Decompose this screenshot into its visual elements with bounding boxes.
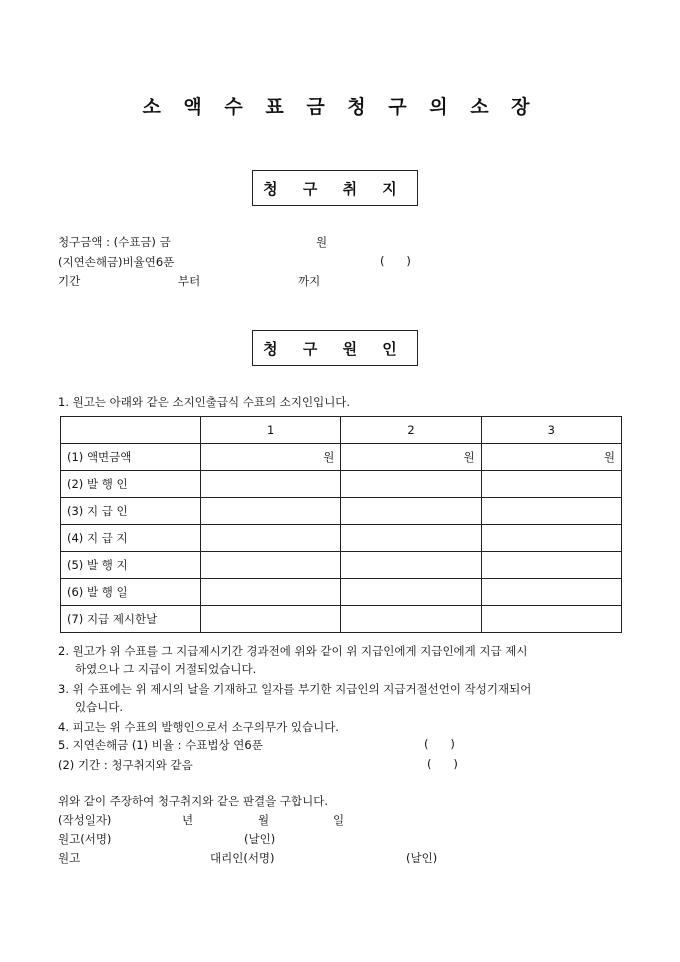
row-label: (7) 지급 제시한날	[61, 606, 201, 633]
period-label: 기간	[58, 274, 81, 288]
cause-item-3	[58, 680, 624, 716]
row-label: (3) 지 급 인	[61, 498, 201, 525]
table-cell	[201, 552, 341, 579]
table-row	[61, 444, 622, 471]
table-cell	[341, 498, 481, 525]
table-cell	[481, 606, 621, 633]
table-cell: 원	[341, 444, 481, 471]
table-row	[61, 498, 622, 525]
table-row	[61, 525, 622, 552]
cause-item-1: 1. 원고는 아래와 같은 소지인출급식 수표의 소지인입니다.	[58, 395, 351, 409]
table-cell	[481, 471, 621, 498]
interest-rate-label: (지연손해금)비율연6푼	[58, 255, 175, 269]
row-label: (1) 액면금액	[61, 444, 201, 471]
table-header-cell: 1	[201, 417, 341, 444]
row-label: (5) 발 행 지	[61, 552, 201, 579]
table-row	[61, 606, 622, 633]
document-title: 소 액 수 표 금 청 구 의 소 장	[142, 96, 538, 118]
row-label: (2) 발 행 인	[61, 471, 201, 498]
table-cell	[201, 525, 341, 552]
closing-statement: 위와 같이 주장하여 청구취지와 같은 판결을 구합니다.	[58, 794, 328, 808]
claim-amount-label: 청구금액 : (수표금) 금	[58, 235, 171, 249]
table-header-cell	[61, 417, 201, 444]
table-cell	[201, 471, 341, 498]
claim-cause-heading: 청 구 원 인	[252, 330, 418, 366]
table-cell	[341, 606, 481, 633]
cause-item-3-line-1: 3. 위 수표에는 위 제시의 날을 기재하고 일자를 부기한 지급인의 지급거절선언이 작성기재되어	[58, 682, 532, 696]
agent-seal-label: (날인)	[406, 851, 438, 865]
cause-item-2	[58, 642, 624, 678]
plaintiff-label: 원고	[58, 851, 81, 865]
table-cell	[481, 579, 621, 606]
cause-item-2-line-2: 하였으나 그 지급이 거절되었습니다.	[75, 662, 257, 676]
claim-amount-unit: 원	[316, 235, 328, 249]
date-label: (작성일자)	[58, 813, 112, 827]
table-row	[61, 579, 622, 606]
table-cell	[201, 579, 341, 606]
table-cell	[481, 498, 621, 525]
table-header-row	[61, 417, 622, 444]
table-header-cell: 2	[341, 417, 481, 444]
cause-item-3-line-2: 있습니다.	[75, 700, 124, 714]
cause-item-4: 4. 피고는 위 수표의 발행인으로서 소구의무가 있습니다.	[58, 720, 339, 734]
table-cell	[201, 498, 341, 525]
table-cell: 원	[481, 444, 621, 471]
cause-item-2-line-1: 2. 원고가 위 수표를 그 지급제시기간 경과전에 위와 같이 위 지급인에게 지급인에게 지급 제시	[58, 644, 528, 658]
period-to: 까지	[298, 274, 321, 288]
row-label: (4) 지 급 지	[61, 525, 201, 552]
period-from: 부터	[178, 274, 201, 288]
check-details-table	[60, 416, 622, 633]
row-label: (6) 발 행 일	[61, 579, 201, 606]
table-cell	[341, 579, 481, 606]
table-cell	[341, 525, 481, 552]
claim-purpose-heading: 청 구 취 지	[252, 170, 418, 206]
table-header-cell: 3	[481, 417, 621, 444]
date-year: 년	[182, 813, 194, 827]
table-cell	[481, 552, 621, 579]
table-row	[61, 552, 622, 579]
date-month: 월	[258, 813, 270, 827]
table-cell: 원	[201, 444, 341, 471]
plaintiff-seal-label: (날인)	[244, 832, 276, 846]
cause-item-5-rate-paren: ( )	[424, 737, 455, 751]
table-cell	[201, 606, 341, 633]
table-row	[61, 471, 622, 498]
table-cell	[341, 552, 481, 579]
interest-rate-paren: ( )	[380, 254, 411, 268]
agent-signature-label: 대리인(서명)	[210, 851, 275, 865]
table-cell	[341, 471, 481, 498]
cause-item-5-period-paren: ( )	[427, 757, 458, 771]
table-cell	[481, 525, 621, 552]
date-day: 일	[333, 813, 345, 827]
plaintiff-signature-label: 원고(서명)	[58, 832, 112, 846]
cause-item-5-rate: 5. 지연손해금 (1) 비율 : 수표법상 연6푼	[58, 738, 263, 752]
cause-item-5-period: (2) 기간 : 청구취지와 같음	[58, 758, 193, 772]
